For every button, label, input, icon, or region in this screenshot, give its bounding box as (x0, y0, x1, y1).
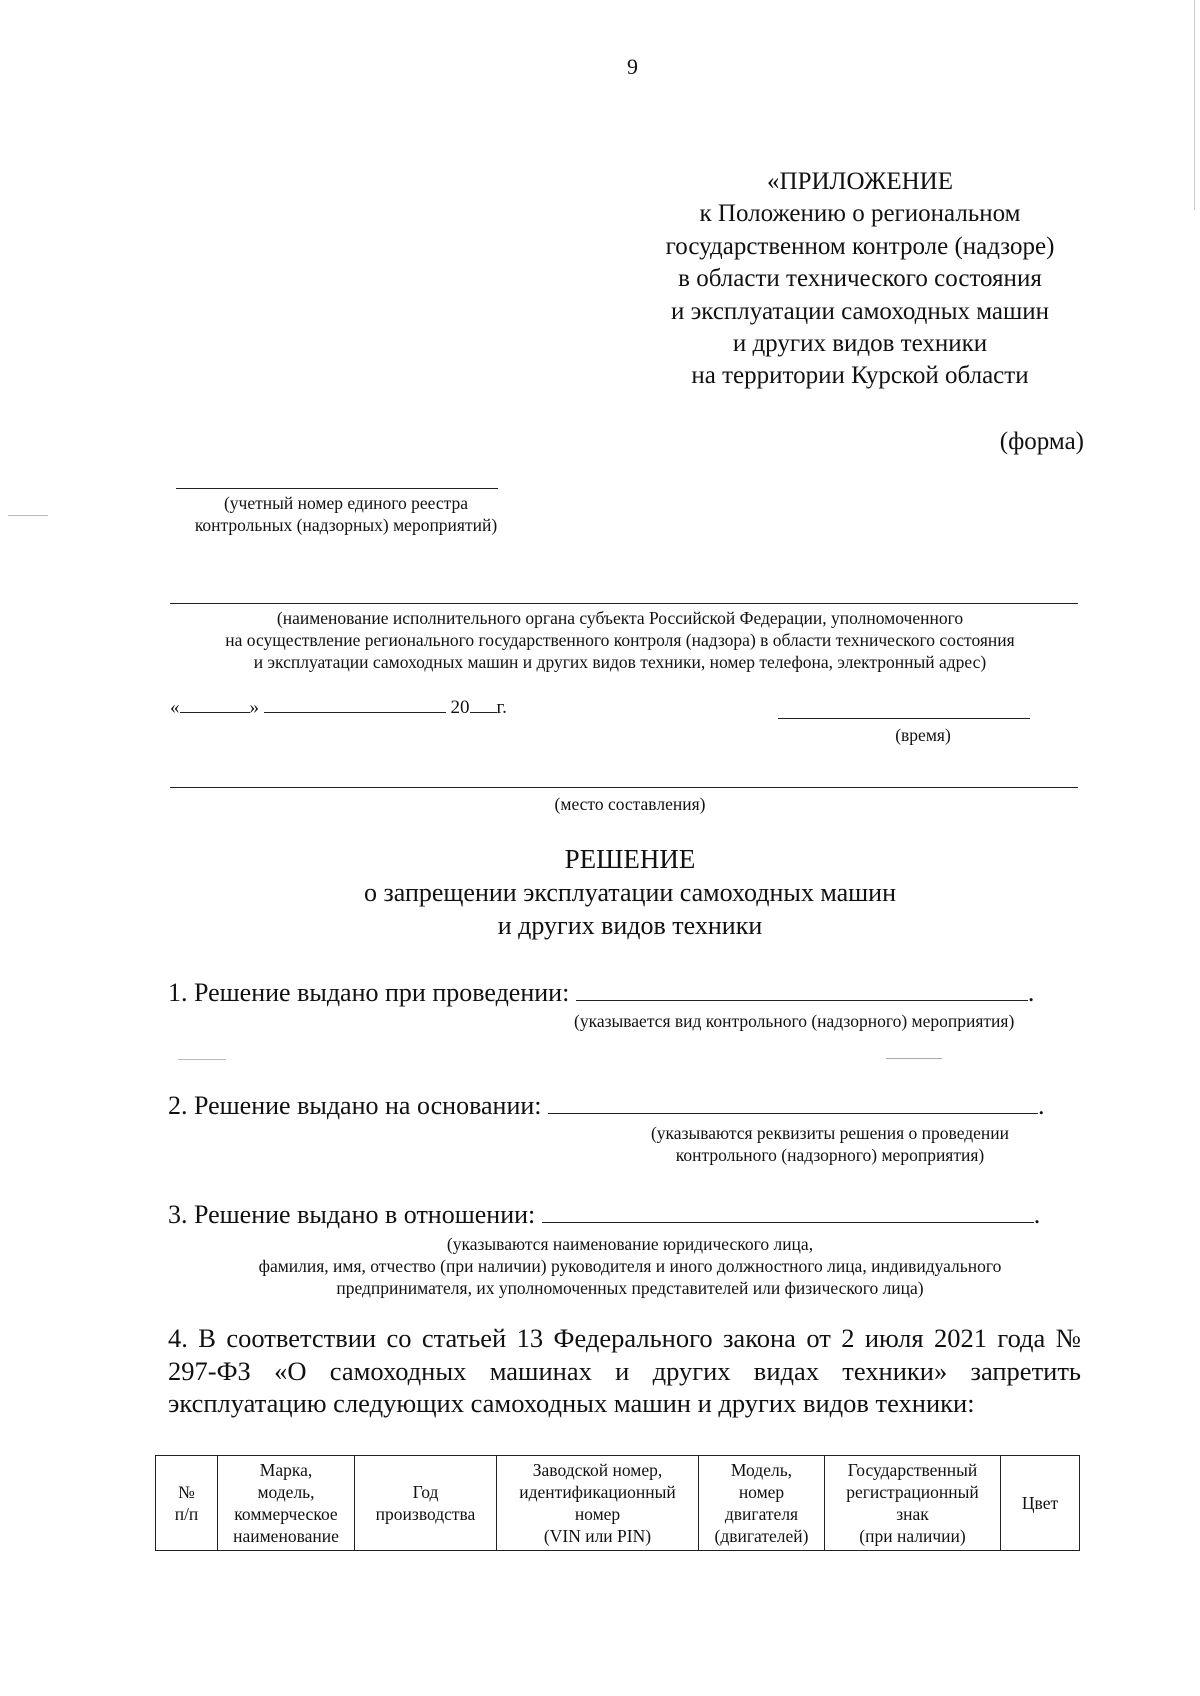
scan-artifact (1194, 0, 1195, 210)
appendix-line: на территории Курской области (691, 362, 1029, 390)
header-line: коммерческое (234, 1504, 338, 1524)
document-title (300, 843, 960, 942)
title-line: о запрещении эксплуатации самоходных машин (363, 878, 897, 907)
year-blank (470, 697, 497, 713)
header-line: номер (574, 1504, 621, 1524)
title-line: и других видов техники (497, 911, 763, 940)
time-caption: (время) (895, 725, 951, 745)
appendix-line: и других видов техники (732, 330, 988, 358)
appendix-line: государственном контроле (надзоре) (665, 232, 1055, 260)
caption-line: на осуществление регионального государственного контроля (надзора) в области технического состояния (225, 630, 1015, 650)
column-header (1001, 1456, 1080, 1551)
header-line: производства (375, 1504, 476, 1524)
caption-line: (наименование исполнительного органа субъекта Российской Федерации, уполномоченного (276, 608, 964, 628)
header-line: регистрационный (846, 1482, 979, 1502)
caption-line: и эксплуатации самоходных машин и других видов техники, номер телефона, электронный адрес) (253, 652, 987, 672)
caption-line: (указываются реквизиты решения о проведении (650, 1123, 1010, 1143)
appendix-header (620, 166, 1100, 393)
caption-line: предпринимателя, их уполномоченных представителей или физического лица) (336, 1278, 924, 1298)
place-line (170, 787, 1078, 788)
table-header-row (156, 1456, 1080, 1551)
scan-artifact (8, 515, 48, 516)
item-2-text: 2. Решение выдано на основании: (168, 1091, 542, 1120)
header-line: знак (896, 1504, 929, 1524)
page-number: 9 (627, 54, 638, 79)
date-year-suffix: г. (496, 697, 507, 718)
item-1 (168, 978, 1034, 1008)
item-4: 4. В соответствии со статьей 13 Федерального закона от 2 июля 2021 года № 297-ФЗ «О самоходных машинах и других видах техники» запретить эксплуатацию следующих самоходных машин и других видов техники: (168, 1323, 1081, 1418)
item-1-end: . (1027, 978, 1035, 1007)
item-2 (168, 1091, 1045, 1121)
register-number-line (176, 488, 498, 489)
item-1-blank (576, 980, 1028, 1001)
item-2-caption (600, 1122, 1060, 1166)
vehicles-table (155, 1455, 1080, 1551)
item-2-end: . (1038, 1091, 1045, 1120)
organ-name-line (170, 603, 1078, 604)
header-line: Заводской номер, (532, 1460, 663, 1480)
date-close-quote: » (249, 697, 259, 718)
appendix-line: «ПРИЛОЖЕНИЕ (767, 168, 953, 195)
item-3-blank (542, 1202, 1034, 1223)
header-line: Модель, (730, 1460, 793, 1480)
column-header (156, 1456, 218, 1551)
caption-line: (учетный номер единого реестра (223, 493, 469, 513)
header-line: идентификационный (519, 1482, 676, 1502)
header-line: № (178, 1482, 195, 1502)
item-1-caption: (указывается вид контрольного (надзорного) мероприятия) (574, 1011, 1015, 1031)
column-header (497, 1456, 699, 1551)
header-line: модель, (257, 1482, 315, 1502)
column-header (699, 1456, 825, 1551)
header-line: (при наличии) (859, 1526, 966, 1546)
header-line: Цвет (1021, 1493, 1059, 1513)
header-line: двигателя (724, 1504, 799, 1524)
organ-name-caption (150, 607, 1090, 673)
form-label: (форма) (999, 428, 1084, 455)
date-open-quote: « (170, 697, 180, 718)
scan-artifact (886, 1058, 942, 1059)
item-3-end: . (1033, 1200, 1041, 1229)
header-line: (VIN или PIN) (543, 1526, 652, 1546)
appendix-line: к Положению о региональном (699, 200, 1021, 228)
item-3-caption (160, 1233, 1100, 1299)
register-number-caption (170, 492, 522, 536)
date-field (170, 697, 507, 719)
appendix-line: в области технического состояния (678, 265, 1042, 293)
column-header (218, 1456, 355, 1551)
item-3 (168, 1200, 1040, 1230)
caption-line: контрольных (надзорных) мероприятий) (194, 515, 498, 535)
header-line: (двигателей) (714, 1526, 809, 1546)
column-header (355, 1456, 497, 1551)
time-line (778, 718, 1030, 719)
header-line: Марка, (259, 1460, 313, 1480)
caption-line: фамилия, имя, отчество (при наличии) руководителя и иного должностного лица, индивидуального (258, 1256, 1002, 1276)
place-caption: (место составления) (554, 794, 706, 814)
header-line: Государственный (847, 1460, 978, 1480)
scan-artifact (178, 1059, 226, 1060)
item-3-text: 3. Решение выдано в отношении: (168, 1200, 536, 1229)
day-blank (180, 697, 250, 713)
header-line: наименование (233, 1526, 339, 1546)
header-line: п/п (174, 1504, 199, 1524)
item-2-blank (548, 1093, 1038, 1114)
appendix-line: и эксплуатации самоходных машин (670, 297, 1050, 325)
item-1-text: 1. Решение выдано при проведении: (168, 978, 570, 1007)
header-line: Год (412, 1482, 439, 1502)
column-header (825, 1456, 1001, 1551)
caption-line: (указываются наименование юридического лица, (446, 1234, 814, 1254)
date-century: 20 (450, 697, 470, 718)
header-line: номер (738, 1482, 785, 1502)
title-main: РЕШЕНИЕ (564, 844, 696, 874)
caption-line: контрольного (надзорного) мероприятия) (675, 1145, 985, 1165)
month-blank (264, 697, 446, 713)
